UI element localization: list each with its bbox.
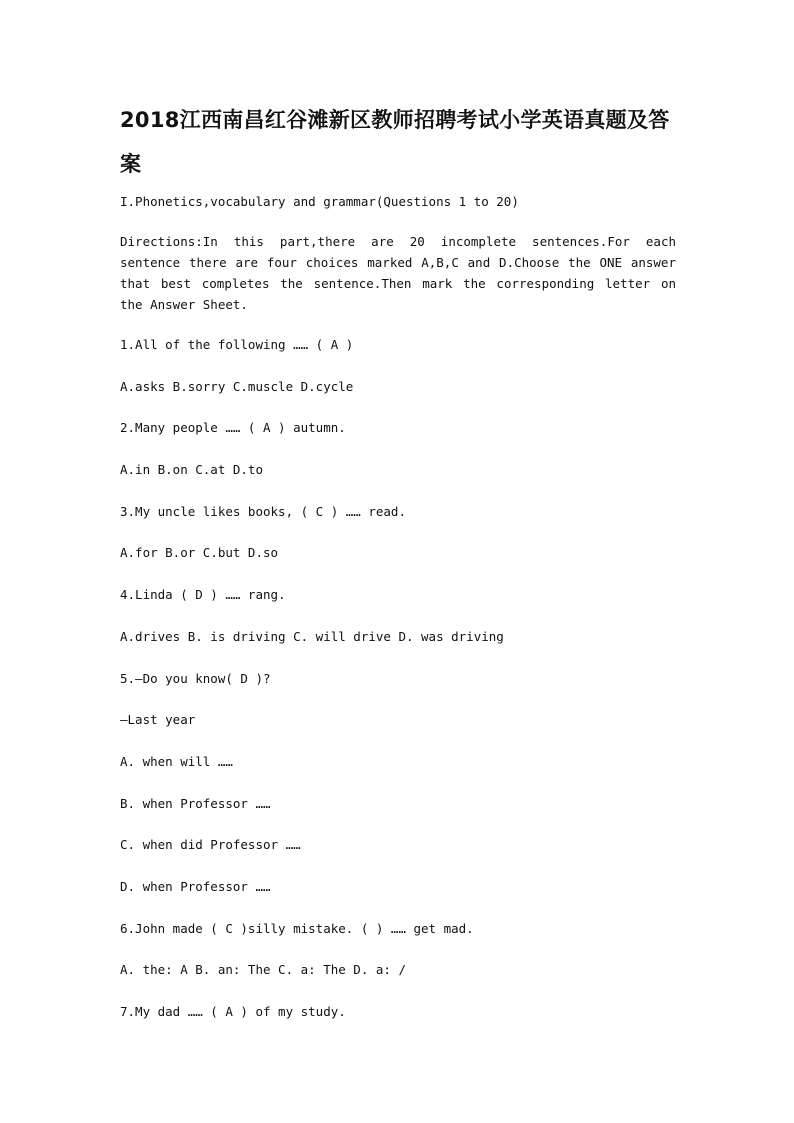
question-5-option-d: D. when Professor ……: [120, 878, 271, 894]
question-6-options: A. the: A B. an: The C. a: The D. a: /: [120, 962, 406, 978]
section-heading: I.Phonetics,vocabulary and grammar(Questions 1 to 20): [120, 194, 519, 209]
question-3-options: A.for B.or C.but D.so: [120, 545, 279, 561]
question-5-option-a: A. when will ……: [120, 753, 233, 769]
question-1: 1.All of the following …… ( A ): [120, 337, 354, 352]
question-5: 5.—Do you know( D )?: [120, 670, 271, 686]
question-1-options: A.asks B.sorry C.muscle D.cycle: [120, 378, 354, 394]
question-5-option-b: B. when Professor ……: [120, 795, 271, 811]
document-page: [120, 98, 676, 1044]
question-3: 3.My uncle likes books, ( C ) …… read.: [120, 503, 406, 519]
question-4-options: A.drives B. is driving C. will drive D. was driving: [120, 628, 504, 644]
question-2: 2.Many people …… ( A ) autumn.: [120, 420, 346, 436]
question-4: 4.Linda ( D ) …… rang.: [120, 587, 286, 603]
document-title: 2018江西南昌红谷滩新区教师招聘考试小学英语真题及答案: [120, 108, 670, 176]
question-7: 7.My dad …… ( A ) of my study.: [120, 1004, 346, 1019]
question-2-options: A.in B.on C.at D.to: [120, 462, 263, 478]
question-6: 6.John made ( C )silly mistake. ( ) …… get mad.: [120, 920, 474, 936]
directions-paragraph: Directions:In this part,there are 20 incomplete sentences.For each sentence there are four choices marked A,B,C and D.Choose the ONE answer that best completes the sentence.Then mark the corresponding letter on the Answer Sheet.: [120, 234, 676, 312]
question-5-option-c: C. when did Professor ……: [120, 837, 301, 853]
question-5-reply: —Last year: [120, 712, 196, 728]
